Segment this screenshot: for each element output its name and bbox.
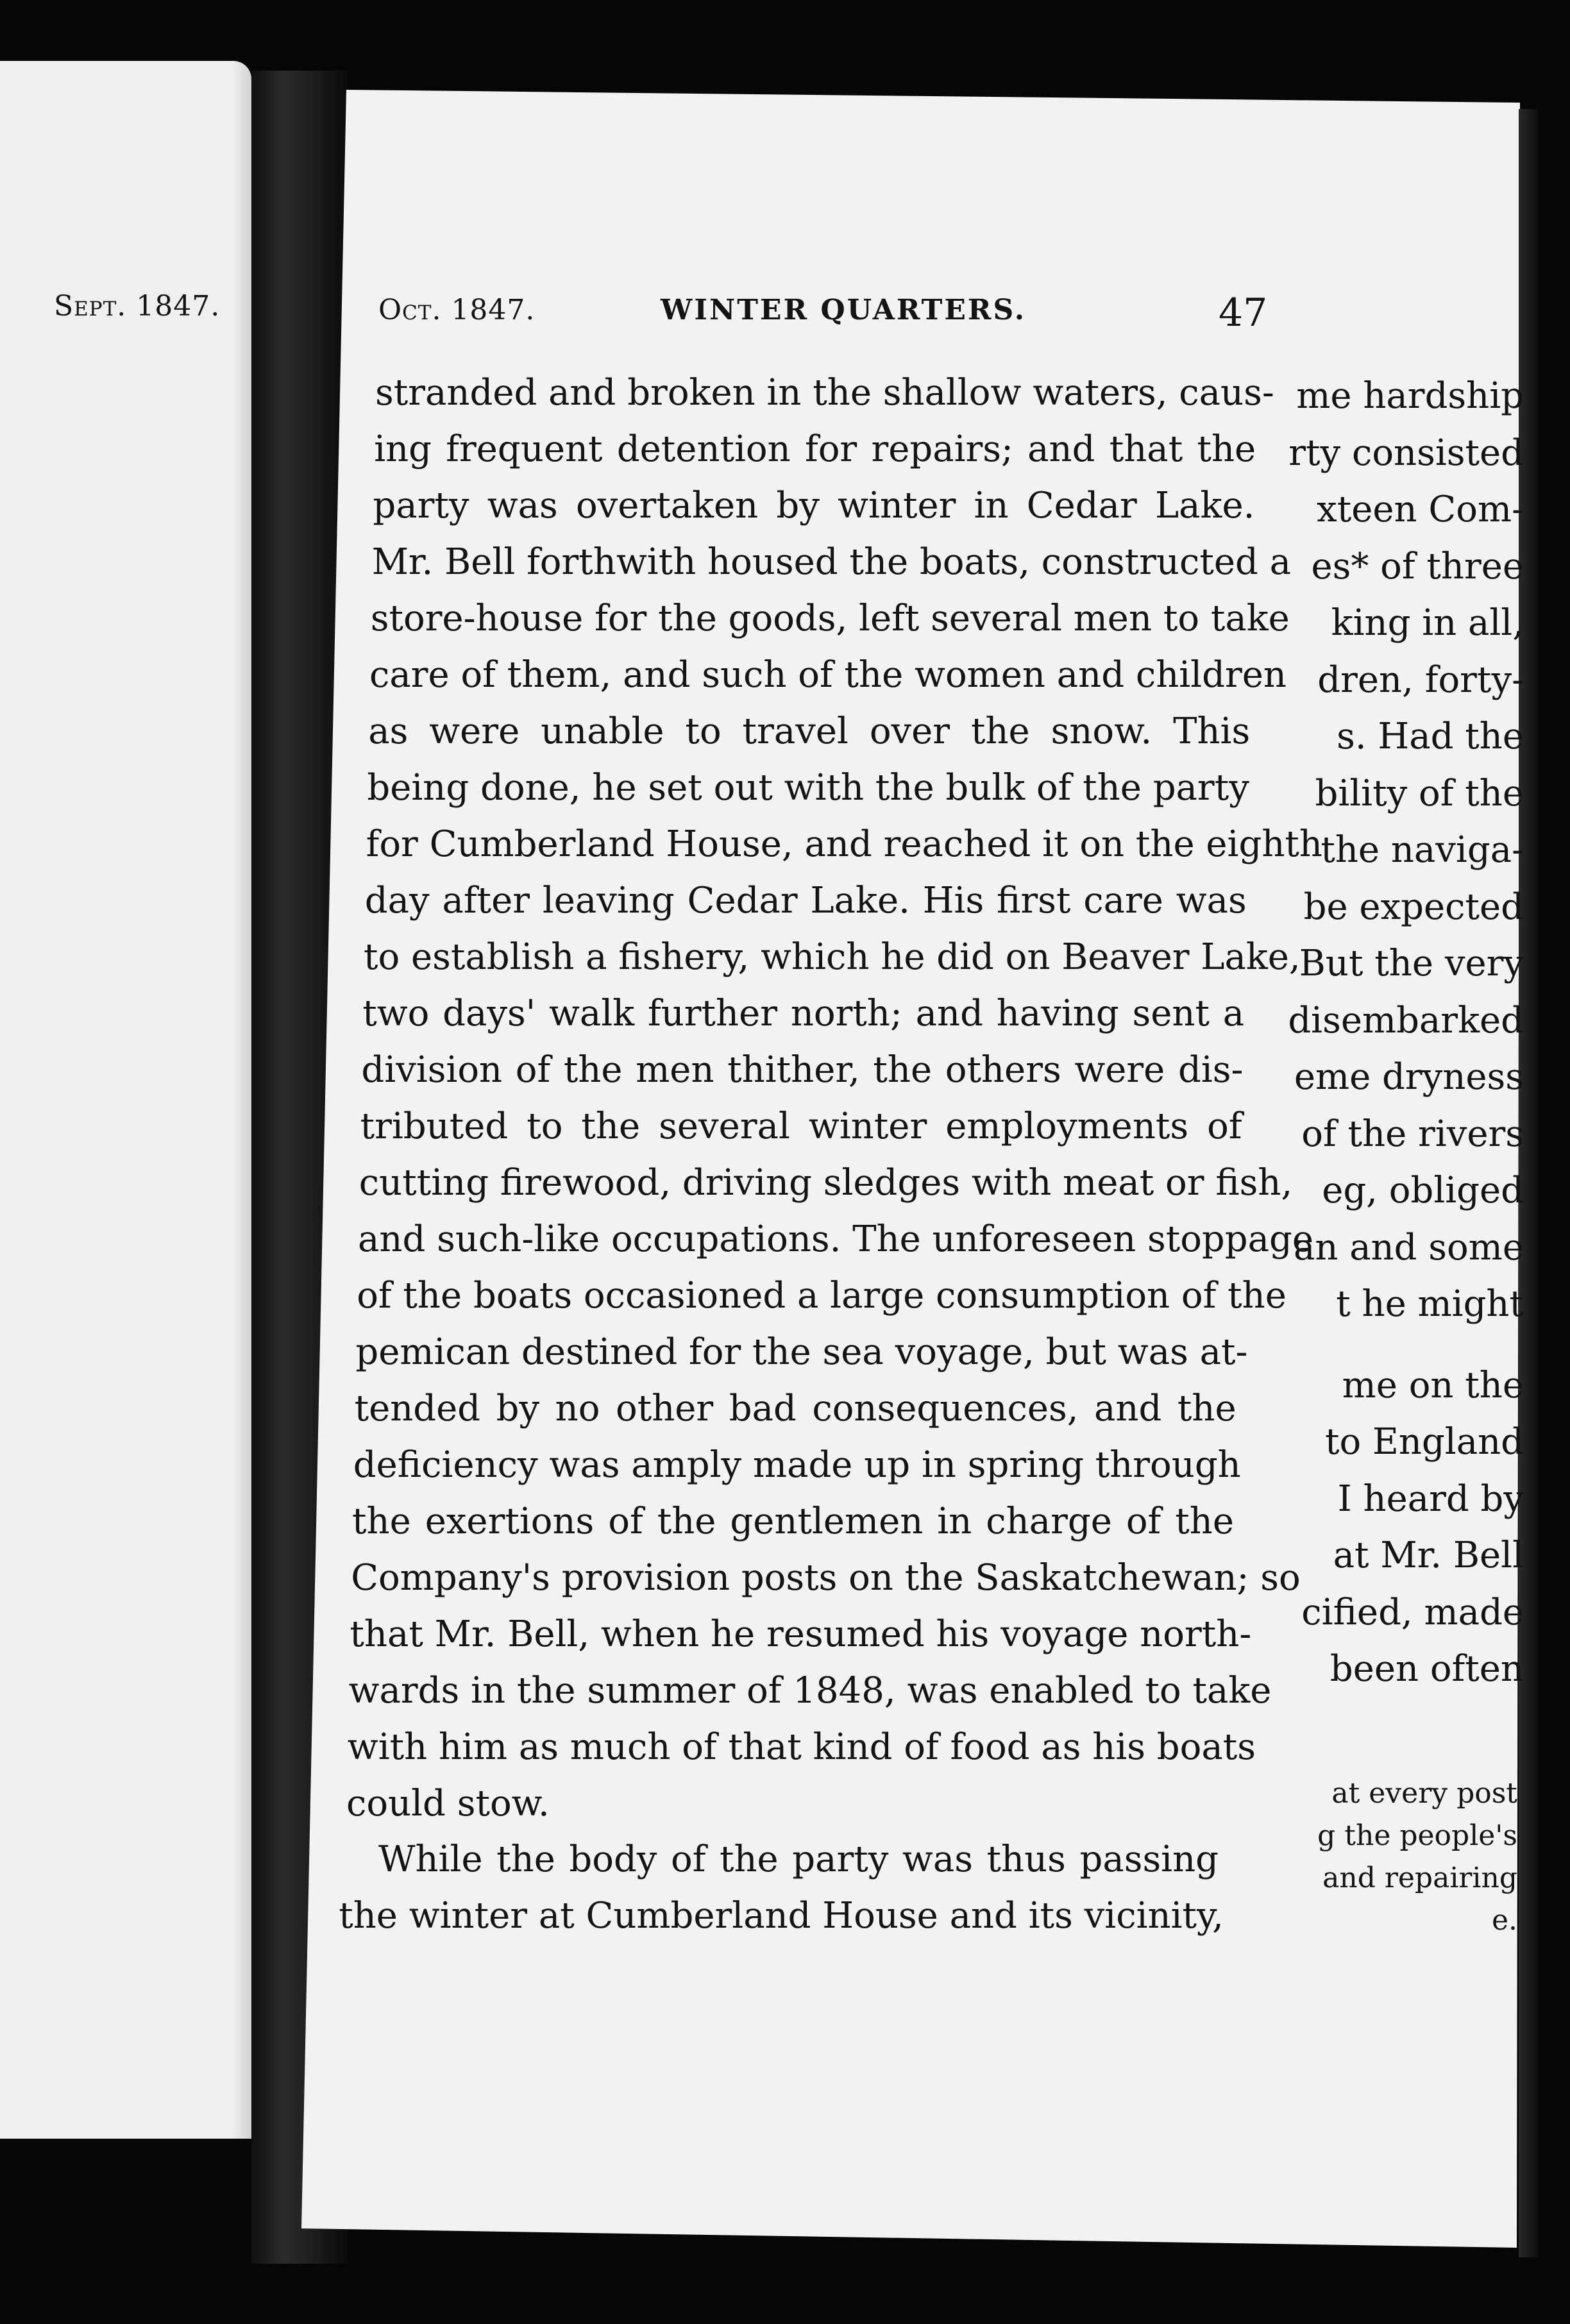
left-text-line: t he might xyxy=(1336,1283,1524,1325)
footnote-line: g the people's xyxy=(1317,1819,1517,1852)
body-text-line: the exertions of the gentlemen in charge of the xyxy=(352,1501,1234,1542)
body-text-line: of the boats occasioned a large consumption of the xyxy=(357,1275,1287,1317)
left-text-line: disembarked xyxy=(1288,999,1524,1041)
left-text-line: at Mr. Bell xyxy=(1333,1535,1524,1576)
body-text-line: ing frequent detention for repairs; and that the xyxy=(374,428,1256,470)
left-text-line: rty consisted xyxy=(1288,432,1524,474)
body-text-line: the winter at Cumberland House and its vicinity, xyxy=(339,1895,1224,1937)
left-text-line: an and some xyxy=(1293,1226,1524,1268)
running-header-title: WINTER QUARTERS. xyxy=(661,294,1027,326)
body-text-line: Mr. Bell forthwith housed the boats, constructed a xyxy=(371,541,1292,583)
left-text-line: cified, made xyxy=(1301,1591,1524,1633)
body-text-line: pemican destined for the sea voyage, but was at- xyxy=(355,1331,1248,1373)
left-text-line: But the very xyxy=(1299,943,1524,984)
body-text-line: tended by no other bad consequences, and the xyxy=(354,1388,1237,1429)
body-text-line: with him as much of that kind of food as his boats xyxy=(347,1726,1256,1768)
footnote-line: at every post xyxy=(1331,1777,1517,1810)
body-text-line: stranded and broken in the shallow waters, caus- xyxy=(375,372,1274,414)
body-text-line: party was overtaken by winter in Cedar Lake. xyxy=(373,485,1255,526)
left-text-line: of the rivers xyxy=(1301,1113,1524,1155)
left-text-line: the naviga- xyxy=(1321,829,1524,871)
left-text-line: xteen Com- xyxy=(1317,489,1524,530)
body-text-line: care of them, and such of the women and children xyxy=(369,654,1287,696)
left-text-line: eg, obliged xyxy=(1322,1170,1524,1211)
left-text-line: I heard by xyxy=(1337,1478,1524,1520)
left-page xyxy=(0,61,251,2139)
footnote-line: e. xyxy=(1491,1904,1517,1937)
left-page-header: Sept. 1847. xyxy=(54,290,221,323)
left-text-line: to England xyxy=(1324,1421,1524,1463)
body-text-line: could stow. xyxy=(346,1783,550,1824)
running-header-date: Oct. 1847. xyxy=(378,294,536,326)
body-text-line: wards in the summer of 1848, was enabled to take xyxy=(348,1670,1272,1712)
body-text-line: for Cumberland House, and reached it on the eighth xyxy=(366,823,1322,865)
left-text-line: es* of three xyxy=(1311,545,1524,587)
left-text-line: dren, forty- xyxy=(1317,659,1524,701)
left-text-line: king in all, xyxy=(1331,602,1524,644)
body-text-line: Company's provision posts on the Saskatchewan; so xyxy=(351,1557,1301,1599)
footnote-line: and repairing xyxy=(1322,1862,1517,1894)
body-text-line: While the body of the party was thus passing xyxy=(378,1839,1219,1880)
body-text-line: day after leaving Cedar Lake. His first care was xyxy=(364,880,1247,922)
left-text-line: me hardship xyxy=(1296,375,1524,417)
body-text-line: deficiency was amply made up in spring through xyxy=(353,1444,1241,1486)
body-text-line: division of the men thither, the others were dis- xyxy=(361,1049,1244,1091)
left-text-line: s. Had the xyxy=(1337,716,1524,757)
left-text-line: eme dryness xyxy=(1294,1056,1524,1098)
body-text-line: and such-like occupations. The unforeseen stoppage xyxy=(358,1218,1313,1260)
body-text-line: to establish a fishery, which he did on Beaver Lake, xyxy=(364,936,1301,978)
page-number: 47 xyxy=(1219,290,1268,335)
left-text-line: me on the xyxy=(1342,1364,1524,1406)
left-text-line: bility of the xyxy=(1315,772,1524,814)
body-text-line: two days' walk further north; and having sent a xyxy=(362,993,1245,1034)
body-text-line: cutting firewood, driving sledges with meat or fish, xyxy=(359,1162,1293,1204)
left-text-line: be expected xyxy=(1303,886,1524,928)
body-text-line: as were unable to travel over the snow. This xyxy=(368,711,1251,752)
body-text-line: that Mr. Bell, when he resumed his voyage north- xyxy=(350,1613,1252,1655)
body-text-line: tributed to the several winter employments of xyxy=(360,1106,1242,1147)
body-text-line: being done, he set out with the bulk of the party xyxy=(367,767,1249,809)
left-text-line: been often xyxy=(1329,1648,1524,1690)
body-text-line: store-house for the goods, left several men to take xyxy=(370,598,1290,639)
